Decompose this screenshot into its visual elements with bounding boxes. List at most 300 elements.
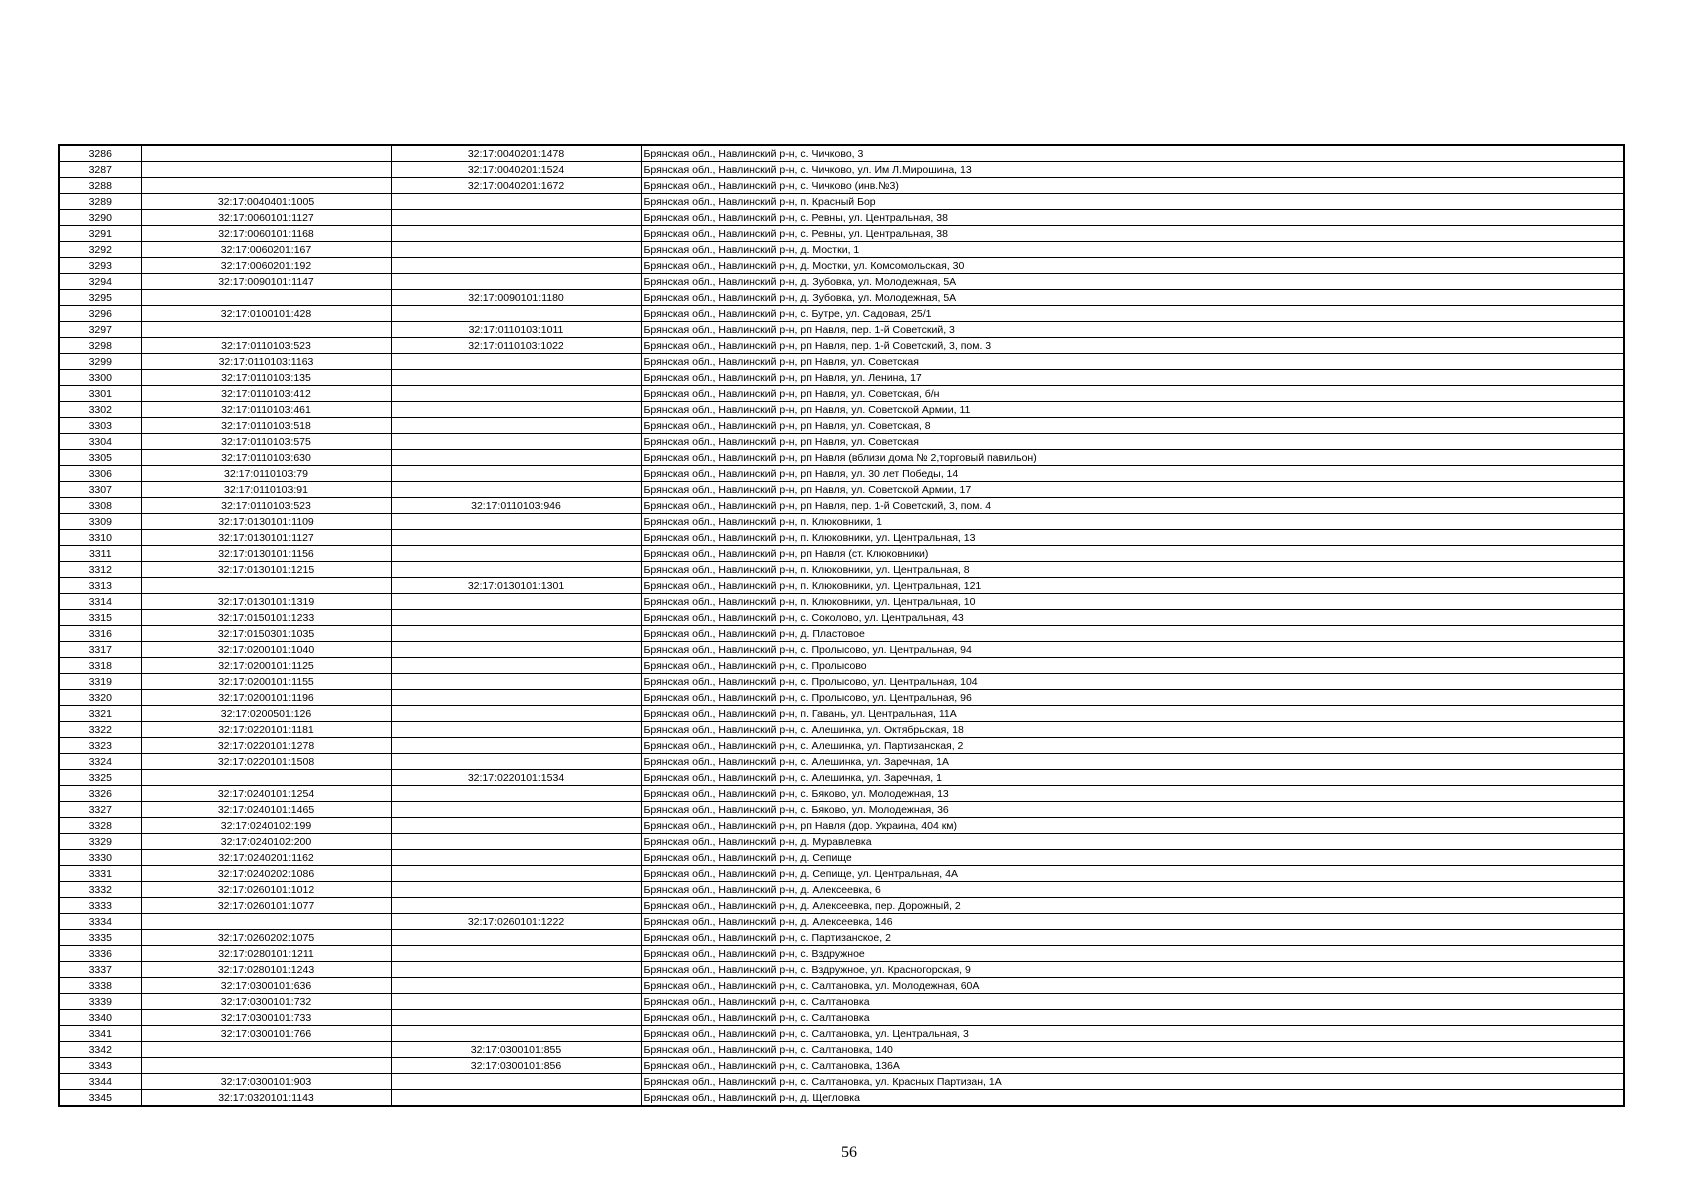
building-cadastral-number-cell (391, 434, 641, 450)
row-number-cell: 3326 (59, 786, 141, 802)
table-row (59, 786, 1624, 802)
table-row (59, 626, 1624, 642)
land-cadastral-number-cell: 32:17:0260101:1012 (141, 882, 391, 898)
address-cell: Брянская обл., Навлинский р-н, рп Навля (дор. Украина, 404 км) (641, 818, 1624, 834)
land-cadastral-number-cell: 32:17:0110103:523 (141, 338, 391, 354)
row-number-cell: 3307 (59, 482, 141, 498)
address-cell: Брянская обл., Навлинский р-н, с. Салтановка (641, 1010, 1624, 1026)
address-cell: Брянская обл., Навлинский р-н, с. Бутре, ул. Садовая, 25/1 (641, 306, 1624, 322)
table-row (59, 1058, 1624, 1074)
land-cadastral-number-cell: 32:17:0110103:1163 (141, 354, 391, 370)
address-cell: Брянская обл., Навлинский р-н, рп Навля, ул. Советская (641, 434, 1624, 450)
address-cell: Брянская обл., Навлинский р-н, д. Мостки, 1 (641, 242, 1624, 258)
row-number-cell: 3294 (59, 274, 141, 290)
building-cadastral-number-cell (391, 626, 641, 642)
building-cadastral-number-cell (391, 386, 641, 402)
address-cell: Брянская обл., Навлинский р-н, п. Гавань, ул. Центральная, 11А (641, 706, 1624, 722)
address-cell: Брянская обл., Навлинский р-н, с. Салтановка, ул. Красных Партизан, 1А (641, 1074, 1624, 1090)
address-cell: Брянская обл., Навлинский р-н, рп Навля, ул. Советская, 8 (641, 418, 1624, 434)
address-cell: Брянская обл., Навлинский р-н, с. Ревны, ул. Центральная, 38 (641, 210, 1624, 226)
address-cell: Брянская обл., Навлинский р-н, рп Навля, пер. 1-й Советский, 3, пом. 4 (641, 498, 1624, 514)
land-cadastral-number-cell: 32:17:0240102:199 (141, 818, 391, 834)
land-cadastral-number-cell: 32:17:0100101:428 (141, 306, 391, 322)
table-row (59, 722, 1624, 738)
building-cadastral-number-cell (391, 706, 641, 722)
land-cadastral-number-cell: 32:17:0060201:192 (141, 258, 391, 274)
address-cell: Брянская обл., Навлинский р-н, д. Зубовка, ул. Молодежная, 5А (641, 290, 1624, 306)
land-cadastral-number-cell: 32:17:0320101:1143 (141, 1090, 391, 1107)
land-cadastral-number-cell: 32:17:0150301:1035 (141, 626, 391, 642)
table-row (59, 258, 1624, 274)
land-cadastral-number-cell (141, 178, 391, 194)
address-cell: Брянская обл., Навлинский р-н, п. Клюковники, ул. Центральная, 8 (641, 562, 1624, 578)
building-cadastral-number-cell (391, 834, 641, 850)
table-row (59, 1090, 1624, 1107)
table-row (59, 706, 1624, 722)
land-cadastral-number-cell: 32:17:0240101:1465 (141, 802, 391, 818)
land-cadastral-number-cell: 32:17:0110103:79 (141, 466, 391, 482)
table-row (59, 1042, 1624, 1058)
table-row (59, 162, 1624, 178)
row-number-cell: 3325 (59, 770, 141, 786)
address-cell: Брянская обл., Навлинский р-н, с. Алешинка, ул. Заречная, 1 (641, 770, 1624, 786)
table-row (59, 370, 1624, 386)
land-cadastral-number-cell: 32:17:0040401:1005 (141, 194, 391, 210)
land-cadastral-number-cell (141, 914, 391, 930)
building-cadastral-number-cell (391, 210, 641, 226)
table-row (59, 1074, 1624, 1090)
table-row (59, 866, 1624, 882)
land-cadastral-number-cell (141, 290, 391, 306)
building-cadastral-number-cell (391, 530, 641, 546)
land-cadastral-number-cell: 32:17:0110103:523 (141, 498, 391, 514)
building-cadastral-number-cell (391, 754, 641, 770)
table-row (59, 242, 1624, 258)
table-row (59, 978, 1624, 994)
land-cadastral-number-cell (141, 1042, 391, 1058)
table-row (59, 178, 1624, 194)
address-cell: Брянская обл., Навлинский р-н, с. Вздружное (641, 946, 1624, 962)
land-cadastral-number-cell: 32:17:0110103:461 (141, 402, 391, 418)
land-cadastral-number-cell: 32:17:0130101:1215 (141, 562, 391, 578)
building-cadastral-number-cell (391, 658, 641, 674)
building-cadastral-number-cell: 32:17:0220101:1534 (391, 770, 641, 786)
table-row (59, 386, 1624, 402)
address-cell: Брянская обл., Навлинский р-н, с. Чичково, ул. Им Л.Мирошина, 13 (641, 162, 1624, 178)
address-cell: Брянская обл., Навлинский р-н, п. Красный Бор (641, 194, 1624, 210)
table-row (59, 770, 1624, 786)
land-cadastral-number-cell: 32:17:0300101:732 (141, 994, 391, 1010)
row-number-cell: 3327 (59, 802, 141, 818)
row-number-cell: 3304 (59, 434, 141, 450)
land-cadastral-number-cell: 32:17:0260101:1077 (141, 898, 391, 914)
building-cadastral-number-cell (391, 802, 641, 818)
building-cadastral-number-cell (391, 866, 641, 882)
row-number-cell: 3305 (59, 450, 141, 466)
land-cadastral-number-cell: 32:17:0220101:1181 (141, 722, 391, 738)
address-cell: Брянская обл., Навлинский р-н, с. Соколово, ул. Центральная, 43 (641, 610, 1624, 626)
building-cadastral-number-cell (391, 610, 641, 626)
table-row (59, 882, 1624, 898)
row-number-cell: 3337 (59, 962, 141, 978)
building-cadastral-number-cell (391, 738, 641, 754)
table-row (59, 290, 1624, 306)
address-cell: Брянская обл., Навлинский р-н, д. Алексеевка, 146 (641, 914, 1624, 930)
row-number-cell: 3315 (59, 610, 141, 626)
building-cadastral-number-cell: 32:17:0300101:855 (391, 1042, 641, 1058)
address-cell: Брянская обл., Навлинский р-н, д. Пластовое (641, 626, 1624, 642)
building-cadastral-number-cell (391, 482, 641, 498)
building-cadastral-number-cell (391, 690, 641, 706)
row-number-cell: 3301 (59, 386, 141, 402)
table-row (59, 530, 1624, 546)
building-cadastral-number-cell: 32:17:0260101:1222 (391, 914, 641, 930)
row-number-cell: 3286 (59, 145, 141, 162)
table-row (59, 930, 1624, 946)
address-cell: Брянская обл., Навлинский р-н, с. Алешинка, ул. Партизанская, 2 (641, 738, 1624, 754)
table-row (59, 226, 1624, 242)
row-number-cell: 3310 (59, 530, 141, 546)
table-row (59, 466, 1624, 482)
table-row (59, 145, 1624, 162)
building-cadastral-number-cell: 32:17:0110103:1022 (391, 338, 641, 354)
address-cell: Брянская обл., Навлинский р-н, рп Навля, пер. 1-й Советский, 3, пом. 3 (641, 338, 1624, 354)
address-cell: Брянская обл., Навлинский р-н, с. Салтановка, ул. Центральная, 3 (641, 1026, 1624, 1042)
land-cadastral-number-cell: 32:17:0300101:766 (141, 1026, 391, 1042)
table-row (59, 194, 1624, 210)
land-cadastral-number-cell (141, 322, 391, 338)
row-number-cell: 3318 (59, 658, 141, 674)
land-cadastral-number-cell: 32:17:0260202:1075 (141, 930, 391, 946)
table-row (59, 562, 1624, 578)
table-row (59, 498, 1624, 514)
land-cadastral-number-cell: 32:17:0200101:1155 (141, 674, 391, 690)
address-cell: Брянская обл., Навлинский р-н, с. Бяково, ул. Молодежная, 13 (641, 786, 1624, 802)
building-cadastral-number-cell (391, 354, 641, 370)
table-row (59, 354, 1624, 370)
table-row (59, 898, 1624, 914)
row-number-cell: 3290 (59, 210, 141, 226)
row-number-cell: 3289 (59, 194, 141, 210)
land-cadastral-number-cell: 32:17:0130101:1319 (141, 594, 391, 610)
land-cadastral-number-cell: 32:17:0130101:1109 (141, 514, 391, 530)
address-cell: Брянская обл., Навлинский р-н, с. Чичково, 3 (641, 145, 1624, 162)
address-cell: Брянская обл., Навлинский р-н, д. Сепище (641, 850, 1624, 866)
property-registry-table (58, 144, 1625, 1107)
land-cadastral-number-cell: 32:17:0280101:1211 (141, 946, 391, 962)
building-cadastral-number-cell (391, 514, 641, 530)
table-row (59, 738, 1624, 754)
building-cadastral-number-cell (391, 370, 641, 386)
address-cell: Брянская обл., Навлинский р-н, рп Навля, ул. 30 лет Победы, 14 (641, 466, 1624, 482)
building-cadastral-number-cell (391, 962, 641, 978)
row-number-cell: 3306 (59, 466, 141, 482)
row-number-cell: 3298 (59, 338, 141, 354)
table-row (59, 818, 1624, 834)
row-number-cell: 3314 (59, 594, 141, 610)
building-cadastral-number-cell (391, 418, 641, 434)
row-number-cell: 3339 (59, 994, 141, 1010)
table-row (59, 802, 1624, 818)
land-cadastral-number-cell: 32:17:0300101:733 (141, 1010, 391, 1026)
address-cell: Брянская обл., Навлинский р-н, с. Салтановка, 140 (641, 1042, 1624, 1058)
address-cell: Брянская обл., Навлинский р-н, рп Навля, ул. Ленина, 17 (641, 370, 1624, 386)
address-cell: Брянская обл., Навлинский р-н, д. Муравлевка (641, 834, 1624, 850)
building-cadastral-number-cell (391, 722, 641, 738)
land-cadastral-number-cell (141, 1058, 391, 1074)
address-cell: Брянская обл., Навлинский р-н, с. Чичково (инв.№3) (641, 178, 1624, 194)
table-row (59, 658, 1624, 674)
land-cadastral-number-cell (141, 578, 391, 594)
building-cadastral-number-cell (391, 274, 641, 290)
land-cadastral-number-cell: 32:17:0300101:903 (141, 1074, 391, 1090)
table-row (59, 274, 1624, 290)
row-number-cell: 3338 (59, 978, 141, 994)
address-cell: Брянская обл., Навлинский р-н, с. Салтановка, 136А (641, 1058, 1624, 1074)
building-cadastral-number-cell (391, 642, 641, 658)
land-cadastral-number-cell: 32:17:0060101:1127 (141, 210, 391, 226)
table-row (59, 610, 1624, 626)
building-cadastral-number-cell (391, 674, 641, 690)
table-row (59, 594, 1624, 610)
land-cadastral-number-cell: 32:17:0280101:1243 (141, 962, 391, 978)
land-cadastral-number-cell (141, 162, 391, 178)
building-cadastral-number-cell (391, 1026, 641, 1042)
address-cell: Брянская обл., Навлинский р-н, д. Зубовка, ул. Молодежная, 5А (641, 274, 1624, 290)
building-cadastral-number-cell (391, 1010, 641, 1026)
table-row (59, 434, 1624, 450)
land-cadastral-number-cell: 32:17:0200101:1196 (141, 690, 391, 706)
building-cadastral-number-cell: 32:17:0110103:1011 (391, 322, 641, 338)
address-cell: Брянская обл., Навлинский р-н, с. Бяково, ул. Молодежная, 36 (641, 802, 1624, 818)
address-cell: Брянская обл., Навлинский р-н, с. Салтановка (641, 994, 1624, 1010)
building-cadastral-number-cell (391, 450, 641, 466)
row-number-cell: 3296 (59, 306, 141, 322)
building-cadastral-number-cell (391, 306, 641, 322)
address-cell: Брянская обл., Навлинский р-н, п. Клюковники, ул. Центральная, 13 (641, 530, 1624, 546)
row-number-cell: 3341 (59, 1026, 141, 1042)
building-cadastral-number-cell (391, 898, 641, 914)
row-number-cell: 3317 (59, 642, 141, 658)
land-cadastral-number-cell: 32:17:0110103:630 (141, 450, 391, 466)
row-number-cell: 3308 (59, 498, 141, 514)
row-number-cell: 3303 (59, 418, 141, 434)
building-cadastral-number-cell (391, 978, 641, 994)
land-cadastral-number-cell: 32:17:0110103:575 (141, 434, 391, 450)
table-row (59, 1026, 1624, 1042)
building-cadastral-number-cell: 32:17:0040201:1478 (391, 145, 641, 162)
land-cadastral-number-cell: 32:17:0300101:636 (141, 978, 391, 994)
land-cadastral-number-cell: 32:17:0220101:1278 (141, 738, 391, 754)
row-number-cell: 3293 (59, 258, 141, 274)
row-number-cell: 3295 (59, 290, 141, 306)
building-cadastral-number-cell (391, 546, 641, 562)
land-cadastral-number-cell (141, 770, 391, 786)
table-row (59, 962, 1624, 978)
building-cadastral-number-cell: 32:17:0040201:1672 (391, 178, 641, 194)
row-number-cell: 3336 (59, 946, 141, 962)
building-cadastral-number-cell (391, 1090, 641, 1107)
land-cadastral-number-cell: 32:17:0110103:412 (141, 386, 391, 402)
building-cadastral-number-cell (391, 258, 641, 274)
table-row (59, 754, 1624, 770)
row-number-cell: 3287 (59, 162, 141, 178)
building-cadastral-number-cell (391, 466, 641, 482)
row-number-cell: 3288 (59, 178, 141, 194)
building-cadastral-number-cell (391, 994, 641, 1010)
row-number-cell: 3302 (59, 402, 141, 418)
row-number-cell: 3322 (59, 722, 141, 738)
land-cadastral-number-cell: 32:17:0200101:1040 (141, 642, 391, 658)
table-row (59, 850, 1624, 866)
table-row (59, 914, 1624, 930)
table-row (59, 1010, 1624, 1026)
land-cadastral-number-cell: 32:17:0220101:1508 (141, 754, 391, 770)
land-cadastral-number-cell: 32:17:0200501:126 (141, 706, 391, 722)
table-row (59, 402, 1624, 418)
address-cell: Брянская обл., Навлинский р-н, п. Клюковники, ул. Центральная, 10 (641, 594, 1624, 610)
building-cadastral-number-cell (391, 594, 641, 610)
building-cadastral-number-cell (391, 194, 641, 210)
address-cell: Брянская обл., Навлинский р-н, с. Пролысово (641, 658, 1624, 674)
address-cell: Брянская обл., Навлинский р-н, д. Алексеевка, пер. Дорожный, 2 (641, 898, 1624, 914)
table-row (59, 578, 1624, 594)
building-cadastral-number-cell: 32:17:0110103:946 (391, 498, 641, 514)
row-number-cell: 3319 (59, 674, 141, 690)
table-row (59, 690, 1624, 706)
table-row (59, 210, 1624, 226)
address-cell: Брянская обл., Навлинский р-н, с. Пролысово, ул. Центральная, 94 (641, 642, 1624, 658)
address-cell: Брянская обл., Навлинский р-н, с. Пролысово, ул. Центральная, 104 (641, 674, 1624, 690)
address-cell: Брянская обл., Навлинский р-н, п. Клюковники, ул. Центральная, 121 (641, 578, 1624, 594)
table-row (59, 994, 1624, 1010)
address-cell: Брянская обл., Навлинский р-н, с. Вздружное, ул. Красногорская, 9 (641, 962, 1624, 978)
address-cell: Брянская обл., Навлинский р-н, рп Навля, ул. Советской Армии, 17 (641, 482, 1624, 498)
land-cadastral-number-cell: 32:17:0240102:200 (141, 834, 391, 850)
address-cell: Брянская обл., Навлинский р-н, д. Мостки, ул. Комсомольская, 30 (641, 258, 1624, 274)
table-row (59, 514, 1624, 530)
row-number-cell: 3334 (59, 914, 141, 930)
row-number-cell: 3313 (59, 578, 141, 594)
table-row (59, 338, 1624, 354)
land-cadastral-number-cell: 32:17:0150101:1233 (141, 610, 391, 626)
building-cadastral-number-cell: 32:17:0130101:1301 (391, 578, 641, 594)
land-cadastral-number-cell: 32:17:0130101:1156 (141, 546, 391, 562)
address-cell: Брянская обл., Навлинский р-н, д. Сепище, ул. Центральная, 4А (641, 866, 1624, 882)
address-cell: Брянская обл., Навлинский р-н, рп Навля (ст. Клюковники) (641, 546, 1624, 562)
row-number-cell: 3311 (59, 546, 141, 562)
building-cadastral-number-cell (391, 818, 641, 834)
row-number-cell: 3328 (59, 818, 141, 834)
row-number-cell: 3324 (59, 754, 141, 770)
row-number-cell: 3292 (59, 242, 141, 258)
building-cadastral-number-cell: 32:17:0300101:856 (391, 1058, 641, 1074)
address-cell: Брянская обл., Навлинский р-н, рп Навля, ул. Советская, б/н (641, 386, 1624, 402)
building-cadastral-number-cell (391, 1074, 641, 1090)
building-cadastral-number-cell (391, 882, 641, 898)
building-cadastral-number-cell (391, 402, 641, 418)
table-row (59, 450, 1624, 466)
address-cell: Брянская обл., Навлинский р-н, с. Ревны, ул. Центральная, 38 (641, 226, 1624, 242)
building-cadastral-number-cell (391, 850, 641, 866)
table-row (59, 834, 1624, 850)
building-cadastral-number-cell (391, 242, 641, 258)
page-number: 56 (841, 1144, 857, 1161)
building-cadastral-number-cell (391, 786, 641, 802)
row-number-cell: 3343 (59, 1058, 141, 1074)
address-cell: Брянская обл., Навлинский р-н, д. Алексеевка, 6 (641, 882, 1624, 898)
land-cadastral-number-cell: 32:17:0110103:518 (141, 418, 391, 434)
building-cadastral-number-cell: 32:17:0040201:1524 (391, 162, 641, 178)
land-cadastral-number-cell: 32:17:0130101:1127 (141, 530, 391, 546)
address-cell: Брянская обл., Навлинский р-н, д. Щегловка (641, 1090, 1624, 1107)
address-cell: Брянская обл., Навлинский р-н, рп Навля, ул. Советская (641, 354, 1624, 370)
registry-table-body (59, 145, 1624, 1106)
row-number-cell: 3323 (59, 738, 141, 754)
row-number-cell: 3297 (59, 322, 141, 338)
row-number-cell: 3312 (59, 562, 141, 578)
land-cadastral-number-cell: 32:17:0090101:1147 (141, 274, 391, 290)
table-row (59, 418, 1624, 434)
address-cell: Брянская обл., Навлинский р-н, с. Алешинка, ул. Заречная, 1А (641, 754, 1624, 770)
row-number-cell: 3291 (59, 226, 141, 242)
row-number-cell: 3332 (59, 882, 141, 898)
land-cadastral-number-cell: 32:17:0060101:1168 (141, 226, 391, 242)
land-cadastral-number-cell (141, 145, 391, 162)
land-cadastral-number-cell: 32:17:0240202:1086 (141, 866, 391, 882)
land-cadastral-number-cell: 32:17:0060201:167 (141, 242, 391, 258)
address-cell: Брянская обл., Навлинский р-н, п. Клюковники, 1 (641, 514, 1624, 530)
building-cadastral-number-cell (391, 226, 641, 242)
row-number-cell: 3309 (59, 514, 141, 530)
row-number-cell: 3345 (59, 1090, 141, 1107)
row-number-cell: 3333 (59, 898, 141, 914)
address-cell: Брянская обл., Навлинский р-н, с. Пролысово, ул. Центральная, 96 (641, 690, 1624, 706)
address-cell: Брянская обл., Навлинский р-н, с. Салтановка, ул. Молодежная, 60А (641, 978, 1624, 994)
address-cell: Брянская обл., Навлинский р-н, рп Навля, пер. 1-й Советский, 3 (641, 322, 1624, 338)
table-row (59, 946, 1624, 962)
land-cadastral-number-cell: 32:17:0200101:1125 (141, 658, 391, 674)
building-cadastral-number-cell: 32:17:0090101:1180 (391, 290, 641, 306)
row-number-cell: 3320 (59, 690, 141, 706)
building-cadastral-number-cell (391, 930, 641, 946)
row-number-cell: 3316 (59, 626, 141, 642)
row-number-cell: 3335 (59, 930, 141, 946)
row-number-cell: 3331 (59, 866, 141, 882)
table-row (59, 546, 1624, 562)
row-number-cell: 3299 (59, 354, 141, 370)
address-cell: Брянская обл., Навлинский р-н, с. Алешинка, ул. Октябрьская, 18 (641, 722, 1624, 738)
land-cadastral-number-cell: 32:17:0240101:1254 (141, 786, 391, 802)
row-number-cell: 3329 (59, 834, 141, 850)
address-cell: Брянская обл., Навлинский р-н, рп Навля, ул. Советской Армии, 11 (641, 402, 1624, 418)
address-cell: Брянская обл., Навлинский р-н, с. Партизанское, 2 (641, 930, 1624, 946)
land-cadastral-number-cell: 32:17:0240201:1162 (141, 850, 391, 866)
table-row (59, 306, 1624, 322)
row-number-cell: 3344 (59, 1074, 141, 1090)
land-cadastral-number-cell: 32:17:0110103:135 (141, 370, 391, 386)
row-number-cell: 3321 (59, 706, 141, 722)
building-cadastral-number-cell (391, 562, 641, 578)
row-number-cell: 3300 (59, 370, 141, 386)
row-number-cell: 3342 (59, 1042, 141, 1058)
table-row (59, 322, 1624, 338)
address-cell: Брянская обл., Навлинский р-н, рп Навля (вблизи дома № 2,торговый павильон) (641, 450, 1624, 466)
row-number-cell: 3330 (59, 850, 141, 866)
building-cadastral-number-cell (391, 946, 641, 962)
row-number-cell: 3340 (59, 1010, 141, 1026)
table-row (59, 674, 1624, 690)
